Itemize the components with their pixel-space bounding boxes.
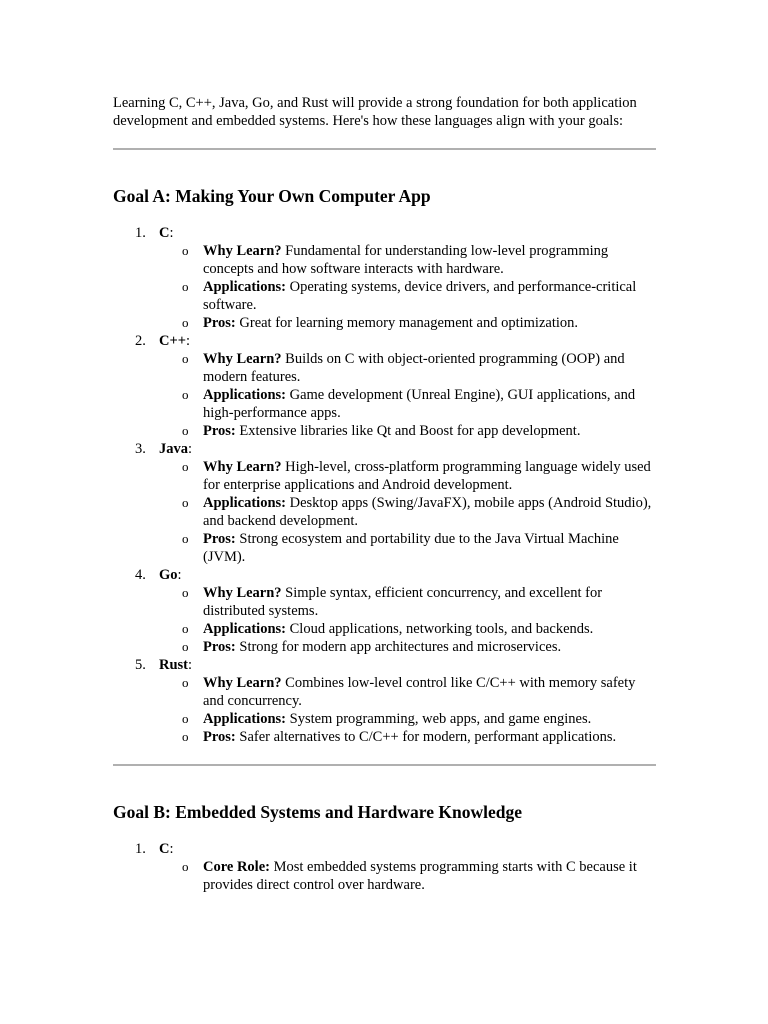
detail-text: Simple syntax, efficient concurrency, and excellent for distributed systems. <box>203 585 603 619</box>
detail-text: Combines low-level control like C/C++ with memory safety and concurrency. <box>203 675 636 709</box>
list-number: 4. <box>135 567 146 583</box>
detail-list <box>159 674 656 746</box>
language-name: C <box>159 841 170 857</box>
detail-text: Game development (Unreal Engine), GUI applications, and high-performance apps. <box>203 387 636 421</box>
detail-label: Pros: <box>203 423 236 439</box>
divider-2 <box>113 764 656 766</box>
goal-a-heading: Goal A: Making Your Own Computer App <box>113 186 431 206</box>
detail-item <box>159 710 656 728</box>
detail-label: Applications: <box>203 495 286 511</box>
language-name: Java <box>159 441 188 457</box>
circle-bullet-icon: o <box>182 729 189 744</box>
intro-paragraph: Learning C, C++, Java, Go, and Rust will provide a strong foundation for both application development and embedded systems. Here's how these languages align with your goals: <box>113 95 637 129</box>
circle-bullet-icon: o <box>182 675 189 690</box>
detail-item <box>159 350 656 386</box>
detail-item <box>159 422 656 440</box>
language-colon: : <box>169 225 174 241</box>
list-number: 5. <box>135 657 146 673</box>
language-name: Go <box>159 567 178 583</box>
circle-bullet-icon: o <box>182 585 189 600</box>
detail-list <box>159 584 656 656</box>
detail-text: Safer alternatives to C/C++ for modern, performant applications. <box>239 729 617 745</box>
detail-label: Pros: <box>203 729 236 745</box>
detail-label: Pros: <box>203 315 236 331</box>
detail-item <box>159 728 656 746</box>
detail-text: High-level, cross-platform programming language widely used for enterprise applications and Android development. <box>203 459 651 493</box>
detail-label: Why Learn? <box>203 459 282 475</box>
detail-item <box>159 674 656 710</box>
detail-item <box>159 530 656 566</box>
list-number: 1. <box>135 225 146 241</box>
goal-b-heading: Goal B: Embedded Systems and Hardware Knowledge <box>113 802 523 822</box>
goal-b-language-list <box>113 840 656 894</box>
detail-text: Most embedded systems programming starts with C because it provides direct control over hardware. <box>203 859 637 893</box>
detail-item <box>159 638 656 656</box>
language-colon: : <box>169 841 174 857</box>
language-name: C <box>159 225 170 241</box>
detail-label: Pros: <box>203 639 236 655</box>
goal-a-language-list <box>113 224 656 746</box>
language-colon: : <box>177 567 182 583</box>
detail-text: Operating systems, device drivers, and performance-critical software. <box>203 279 637 313</box>
circle-bullet-icon: o <box>182 423 189 438</box>
detail-label: Applications: <box>203 387 286 403</box>
detail-text: Builds on C with object-oriented programming (OOP) and modern features. <box>203 351 625 385</box>
circle-bullet-icon: o <box>182 279 189 294</box>
circle-bullet-icon: o <box>182 351 189 366</box>
detail-text: System programming, web apps, and game engines. <box>289 711 592 727</box>
language-colon: : <box>188 441 193 457</box>
detail-item <box>159 386 656 422</box>
detail-item <box>159 314 656 332</box>
detail-text: Fundamental for understanding low-level programming concepts and how software interacts with hardware. <box>203 243 609 277</box>
circle-bullet-icon: o <box>182 531 189 546</box>
detail-item <box>159 242 656 278</box>
detail-list <box>159 458 656 566</box>
detail-list <box>159 350 656 440</box>
list-number: 3. <box>135 441 146 457</box>
language-colon: : <box>188 657 193 673</box>
detail-label: Applications: <box>203 621 286 637</box>
detail-label: Pros: <box>203 531 236 547</box>
circle-bullet-icon: o <box>182 387 189 402</box>
detail-label: Applications: <box>203 711 286 727</box>
language-item <box>113 332 656 440</box>
detail-text: Cloud applications, networking tools, and backends. <box>289 621 594 637</box>
circle-bullet-icon: o <box>182 711 189 726</box>
detail-label: Applications: <box>203 279 286 295</box>
detail-item <box>159 858 656 894</box>
detail-text: Strong for modern app architectures and microservices. <box>239 639 562 655</box>
language-item <box>113 656 656 746</box>
circle-bullet-icon: o <box>182 315 189 330</box>
detail-label: Why Learn? <box>203 351 282 367</box>
detail-item <box>159 458 656 494</box>
language-colon: : <box>186 333 191 349</box>
detail-list <box>159 858 656 894</box>
circle-bullet-icon: o <box>182 459 189 474</box>
list-number: 1. <box>135 841 146 857</box>
language-item <box>113 566 656 656</box>
language-name: C++ <box>159 333 186 349</box>
language-item <box>113 840 656 894</box>
detail-text: Great for learning memory management and optimization. <box>239 315 579 331</box>
circle-bullet-icon: o <box>182 639 189 654</box>
detail-text: Strong ecosystem and portability due to the Java Virtual Machine (JVM). <box>203 531 619 565</box>
circle-bullet-icon: o <box>182 621 189 636</box>
detail-label: Why Learn? <box>203 585 282 601</box>
language-item <box>113 224 656 332</box>
detail-text: Desktop apps (Swing/JavaFX), mobile apps (Android Studio), and backend development. <box>203 495 652 529</box>
language-item <box>113 440 656 566</box>
language-name: Rust <box>159 657 189 673</box>
detail-list <box>159 242 656 332</box>
circle-bullet-icon: o <box>182 859 189 874</box>
detail-item <box>159 584 656 620</box>
circle-bullet-icon: o <box>182 243 189 258</box>
detail-item <box>159 620 656 638</box>
detail-item <box>159 494 656 530</box>
detail-label: Why Learn? <box>203 243 282 259</box>
detail-label: Core Role: <box>203 859 270 875</box>
circle-bullet-icon: o <box>182 495 189 510</box>
detail-label: Why Learn? <box>203 675 282 691</box>
detail-item <box>159 278 656 314</box>
divider-1 <box>113 148 656 150</box>
list-number: 2. <box>135 333 146 349</box>
detail-text: Extensive libraries like Qt and Boost for app development. <box>239 423 581 439</box>
